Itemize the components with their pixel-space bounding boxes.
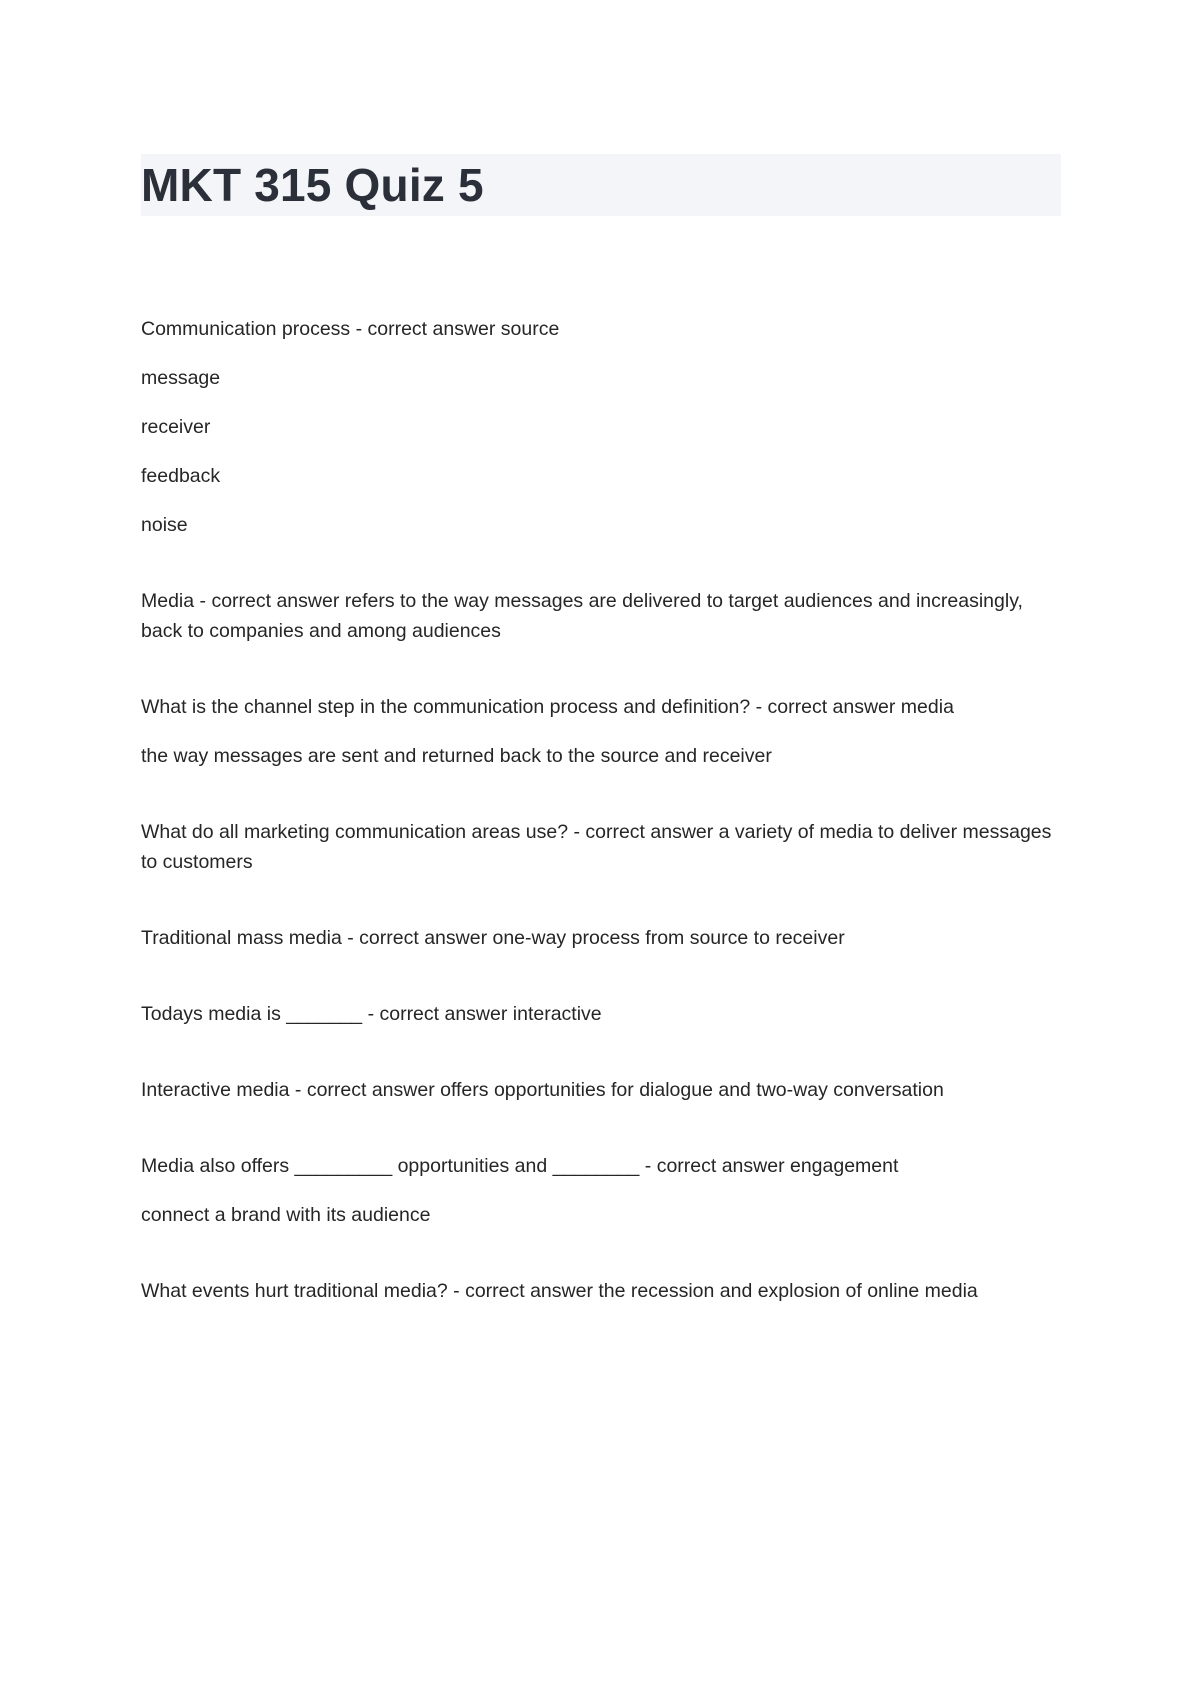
qa-item-channel-step [141,692,1061,771]
qa-line: message [141,367,221,389]
qa-item-interactive-media [141,1075,1061,1105]
qa-item-marketing-communication [141,817,1061,877]
qa-item-media-offers [141,1151,1061,1230]
document-page [141,154,1061,1352]
qa-line: feedback [141,465,221,487]
qa-list [141,314,1061,1306]
page-title: MKT 315 Quiz 5 [141,159,484,211]
qa-item-media [141,586,1061,646]
qa-line: What is the channel step in the communication process and definition? - correct answer media [141,696,954,718]
qa-item-traditional-media-events [141,1276,1061,1306]
qa-line: Media also offers _________ opportunities and ________ - correct answer engagement [141,1155,899,1177]
qa-line: What events hurt traditional media? - correct answer the recession and explosion of online media [141,1280,978,1302]
qa-line: connect a brand with its audience [141,1204,431,1226]
qa-line: Traditional mass media - correct answer one-way process from source to receiver [141,927,845,949]
qa-item-traditional-mass-media [141,923,1061,953]
qa-line: What do all marketing communication areas use? - correct answer a variety of media to deliver messages to customers [141,821,1052,873]
qa-line: noise [141,514,188,536]
qa-line: Media - correct answer refers to the way messages are delivered to target audiences and increasingly, back to companies and among audiences [141,590,1023,642]
qa-line: Todays media is _______ - correct answer interactive [141,1003,602,1025]
qa-item-todays-media [141,999,1061,1029]
qa-item-communication-process [141,314,1061,540]
qa-line: the way messages are sent and returned back to the source and receiver [141,745,772,767]
qa-line: Interactive media - correct answer offers opportunities for dialogue and two-way conversation [141,1079,944,1101]
qa-line: Communication process - correct answer source [141,318,560,340]
title-bar [141,154,1061,216]
qa-line: receiver [141,416,211,438]
